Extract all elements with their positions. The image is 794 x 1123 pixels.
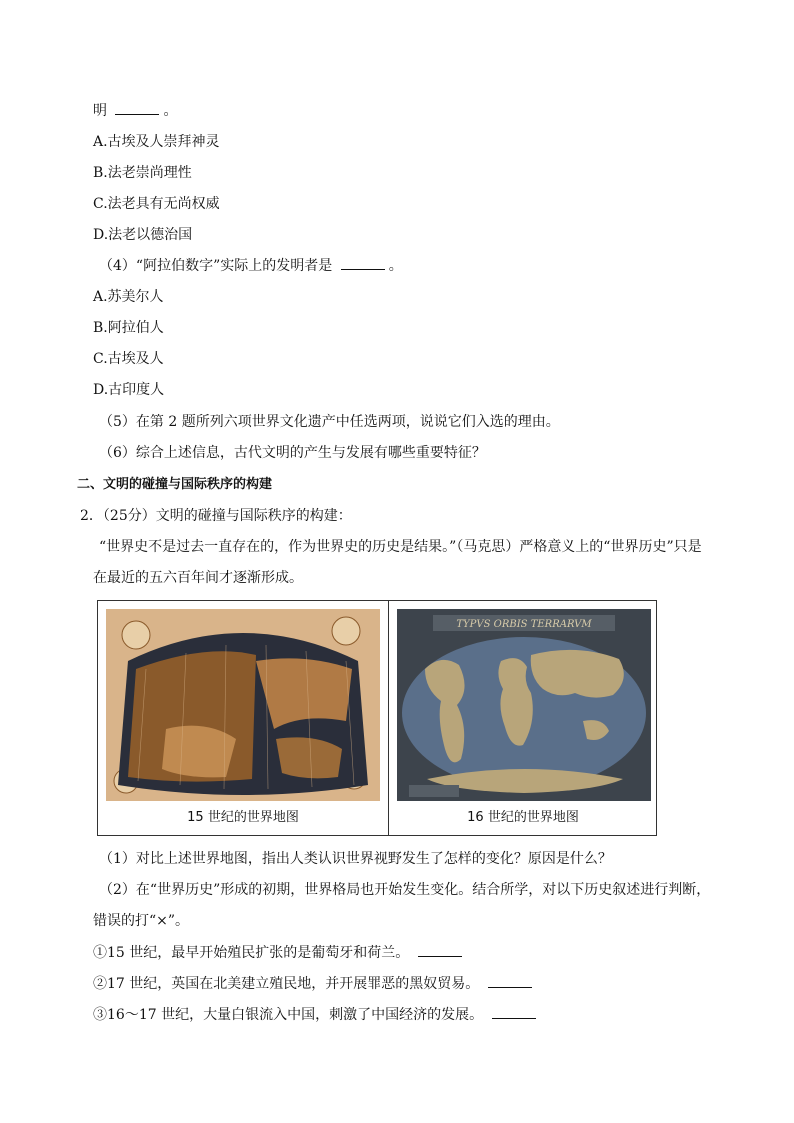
answer-blank[interactable] [418, 943, 462, 957]
map-16th-century-caption: 16 世纪的世界地图 [467, 810, 579, 825]
statement-3: ③16～17 世纪，大量白银流入中国，刺激了中国经济的发展。 [93, 1005, 540, 1025]
q4-option-c: C.古埃及人 [93, 351, 164, 367]
answer-blank[interactable] [341, 256, 385, 270]
q4-option-d: D.古印度人 [93, 382, 165, 398]
q4-stem: （4）“阿拉伯数字”实际上的发明者是 。 [99, 258, 403, 274]
answer-blank[interactable] [488, 974, 532, 988]
q1-option-c: C.法老具有无尚权威 [93, 196, 220, 212]
q6-text: （6）综合上述信息，古代文明的产生与发展有哪些重要特征？ [99, 445, 486, 461]
intro-paragraph-line-2: 在最近的五六百年间才逐渐形成。 [93, 570, 303, 586]
map-title-banner: TYPVS ORBIS TERRARVM [456, 619, 592, 630]
q1-option-a: A.古埃及人崇拜神灵 [93, 134, 220, 150]
map-comparison-table [97, 600, 657, 836]
map-cell-16th-century [389, 601, 657, 835]
question-2-header: 2．（25分）文明的碰撞与国际秩序的构建： [80, 508, 352, 524]
q4-option-a: A.苏美尔人 [93, 289, 164, 305]
map-cell-15th-century [98, 601, 388, 835]
answer-blank[interactable] [492, 1005, 536, 1019]
q1-option-b: B.法老崇尚理性 [93, 165, 192, 181]
q1-stem-tail: 明 。 [93, 103, 178, 119]
statement-2: ②17 世纪，英国在北美建立殖民地，并开展罪恶的黑奴贸易。 [93, 974, 536, 994]
intro-paragraph-line-1: “世界史不是过去一直存在的，作为世界史的历史是结果。”（马克思）严格意义上的“世界历史”只是 [99, 539, 702, 555]
section-2-title: 二、文明的碰撞与国际秩序的构建 [77, 477, 273, 492]
answer-blank[interactable] [115, 101, 159, 115]
statement-1: ①15 世纪，最早开始殖民扩张的是葡萄牙和荷兰。 [93, 943, 466, 963]
q1-option-d: D.法老以德治国 [93, 227, 193, 243]
world-map-15th-century-image [106, 609, 380, 801]
question-2-sub-2-line-2: 错误的打“×”。 [93, 913, 190, 929]
world-map-16th-century-image [397, 609, 651, 801]
map-15th-century-caption: 15 世纪的世界地图 [187, 810, 299, 825]
q5-text: （5）在第 2 题所列六项世界文化遗产中任选两项，说说它们入选的理由。 [99, 414, 560, 430]
question-2-sub-1: （1）对比上述世界地图，指出人类认识世界视野发生了怎样的变化？原因是什么？ [99, 851, 612, 867]
q4-option-b: B.阿拉伯人 [93, 320, 164, 336]
question-2-sub-2-line-1: （2）在“世界历史”形成的初期，世界格局也开始发生变化。结合所学，对以下历史叙述进行判断， [99, 882, 711, 898]
